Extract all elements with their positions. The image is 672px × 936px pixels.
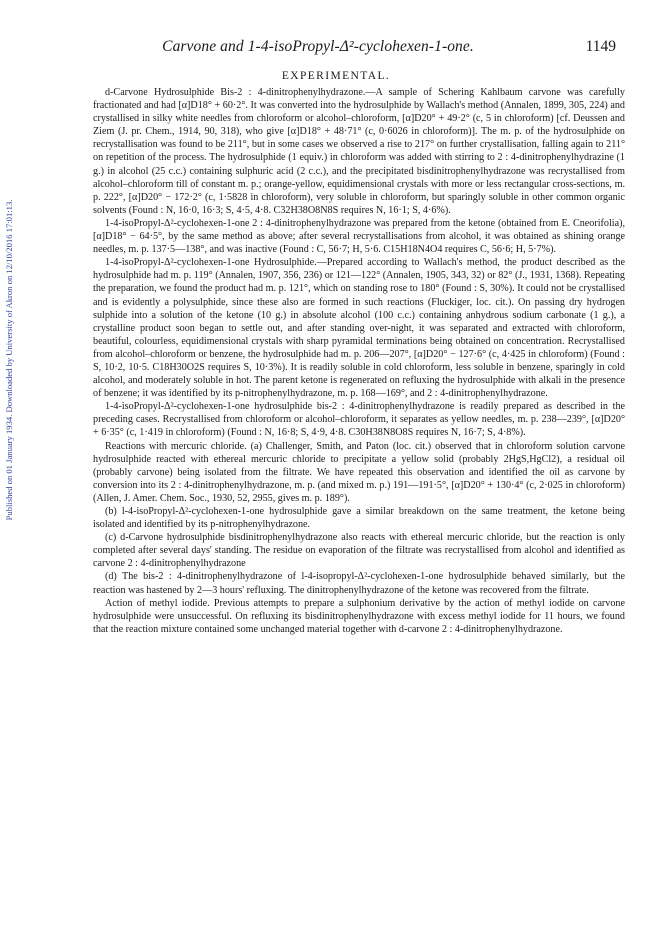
- running-head: [90, 38, 616, 58]
- paragraph: 1-4-isoPropyl-Δ²-cyclohexen-1-one hydrosulphide bis-2 : 4-dinitrophenylhydrazone is readily prepared as described in the preceding cases. Recrystallised from chloroform or alcohol–chloroform, it separates as yellow needles, m. p. 238—239°, [α]D20° + 6·35° (c, 1·419 in chloroform) (Found : N, 16·8; S, 4·9, 4·8. C30H38N8O8S requires N, 16·7; S, 4·8%).: [93, 401, 625, 439]
- paragraph: (c) d-Carvone hydrosulphide bisdinitrophenylhydrazone also reacts with ethereal mercuric chloride, but the reaction is only completed after several days' standing. The residue on evaporation of the filtrate was recrystallised from alcohol and identified as carvone 2 : 4-dinitrophenylhydrazone: [93, 532, 625, 570]
- side-note: [2, 150, 16, 570]
- side-note-text: Published on 01 January 1934. Downloaded by University of Akron on 12/10/2016 17:01:13.: [4, 199, 14, 521]
- paragraph: 1-4-isoPropyl-Δ²-cyclohexen-1-one Hydrosulphide.—Prepared according to Wallach's method, the product described as the hydrosulphide had m. p. 119° (Annalen, 1907, 356, 236) or 121—122° (Annalen, 1905, 343, 32) or 82° (J., 1931, 1368). Repeating the preparation, we found the product had m. p. 121°, which on standing rose to 180° (Found : S, 30%). It could not be crystallised and is evidently a polysulphide, since these also are formed in such reactions (Fluckiger, loc. cit.). On passing dry hydrogen sulphide into a solution of the ketone (10 g.) in absolute alcohol (100 c.c.) containing anhydrous sodium carbonate (1 g.), a crystalline product soon began to settle out, and after standing over-night, it was separated and extracted with chloroform, beautiful, colourless, equidimensional crystals with sharp pyramidal terminations being obtained on concentration. Recrystallised from alcohol–chloroform or benzene, the hydrosulphide had m. p. 206—207°, [α]D20° − 127·6° (c, 4·425 in chloroform) (Found : S, 10·2, 10·5. C18H30O2S requires S, 10·3%). It is readily soluble in cold chloroform, less soluble in benzene, sparingly in cold alcohol, and moderately soluble in hot. The parent ketone is regenerated on refluxing the hydrosulphide with alkali in the presence of benzene; it was identified by its p-nitrophenylhydrazone, m. p. 168—169°, and 2 : 4-dinitrophenylhydrazone.: [93, 257, 625, 400]
- paragraph: d-Carvone Hydrosulphide Bis-2 : 4-dinitrophenylhydrazone.—A sample of Schering Kahlbaum carvone was carefully fractionated and had [α]D18° + 60·2°. It was converted into the hydrosulphide by Wallach's method (Annalen, 1899, 305, 224) and crystallised in silky white needles from chloroform or alcohol–chloroform, [α]D20° + 49·2° (c, 5 in chloroform) [cf. Deussen and Ziem (J. pr. Chem., 1914, 90, 318), who give [α]D18° + 48·71° (c, 0·6026 in chloroform)]. The m. p. of the hydrosulphide on recrystallisation was found to be 211°, but in some cases we observed a rise to 217° on further crystallisation, falling again to 211° on repetition of the process. The hydrosulphide (1 equiv.) in chloroform was added with stirring to 2 : 4-dinitrophenylhydrazine (1 g.) in alcohol (25 c.c.) containing sulphuric acid (2 c.c.), and the precipitated bisdinitrophenylhydrazone was recrystallised from alcohol–chloroform till of constant m. p.; orange-yellow, equidimensional crystals with more or less rectangular cross-sections, m. p. 222°, [α]D20° − 172·2° (c, 1·5828 in chloroform), very soluble in chloroform, but sparingly soluble in other common organic solvents (Found : N, 16·0, 16·3; S, 4·5, 4·8. C32H38O8N8S requires N, 16·1; S, 4·6%).: [93, 87, 625, 216]
- paragraph: (b) l-4-isoPropyl-Δ²-cyclohexen-1-one hydrosulphide gave a similar breakdown on the same treatment, the ketone being isolated and identified by its p-nitrophenylhydrazone.: [93, 506, 625, 531]
- paragraph: 1-4-isoPropyl-Δ²-cyclohexen-1-one 2 : 4-dinitrophenylhydrazone was prepared from the ketone (obtained from E. Cneorifolia), [α]D18° − 64·5°, by the same method as above; after several recrystallisations from alcohol, it was obtained as shining orange needles, m. p. 137·5—138°, and was inactive (Found : C, 56·7; H, 5·6. C15H18N4O4 requires C, 56·6; H, 5·7%).: [93, 217, 625, 256]
- section-title: EXPERIMENTAL.: [281, 70, 391, 82]
- body-text: [93, 86, 625, 636]
- paragraph: Action of methyl iodide. Previous attempts to prepare a sulphonium derivative by the action of methyl iodide on carvone hydrosulphide were unsuccessful. On refluxing its bisdinitrophenylhydrazone with excess methyl iodide for 11 hours, we found that the reaction mixture contained some unchanged material together with d-carvone 2 : 4-dinitrophenylhydrazone.: [93, 597, 625, 635]
- page-number: 1149: [585, 38, 616, 55]
- paragraph: Reactions with mercuric chloride. (a) Challenger, Smith, and Paton (loc. cit.) observed that in chloroform solution carvone hydrosulphide reacted with ethereal mercuric chloride to precipitate a yellow solid (probably 2HgS,HgCl2), a residual oil (probably carvone) being isolated from the filtrate. We have repeated this observation and identified the oil as carvone by conversion into its 2 : 4-dinitrophenylhydrazone, m. p. (and mixed m. p.) 191—191·5°, [α]D20° + 130·4° (c, 2·025 in chloroform) (Allen, J. Amer. Chem. Soc., 1930, 52, 2955, gives m. p. 189°).: [93, 440, 625, 504]
- running-title: Carvone and 1-4-isoPropyl-Δ²-cyclohexen-1-one.: [162, 38, 474, 55]
- paragraph: (d) The bis-2 : 4-dinitrophenylhydrazone of l-4-isopropyl-Δ²-cyclohexen-1-one hydrosulphide behaved similarly, but the reaction was hastened by 2—3 hours' refluxing. The dinitrophenylhydrazone of the ketone was recovered from the filtrate.: [93, 571, 625, 596]
